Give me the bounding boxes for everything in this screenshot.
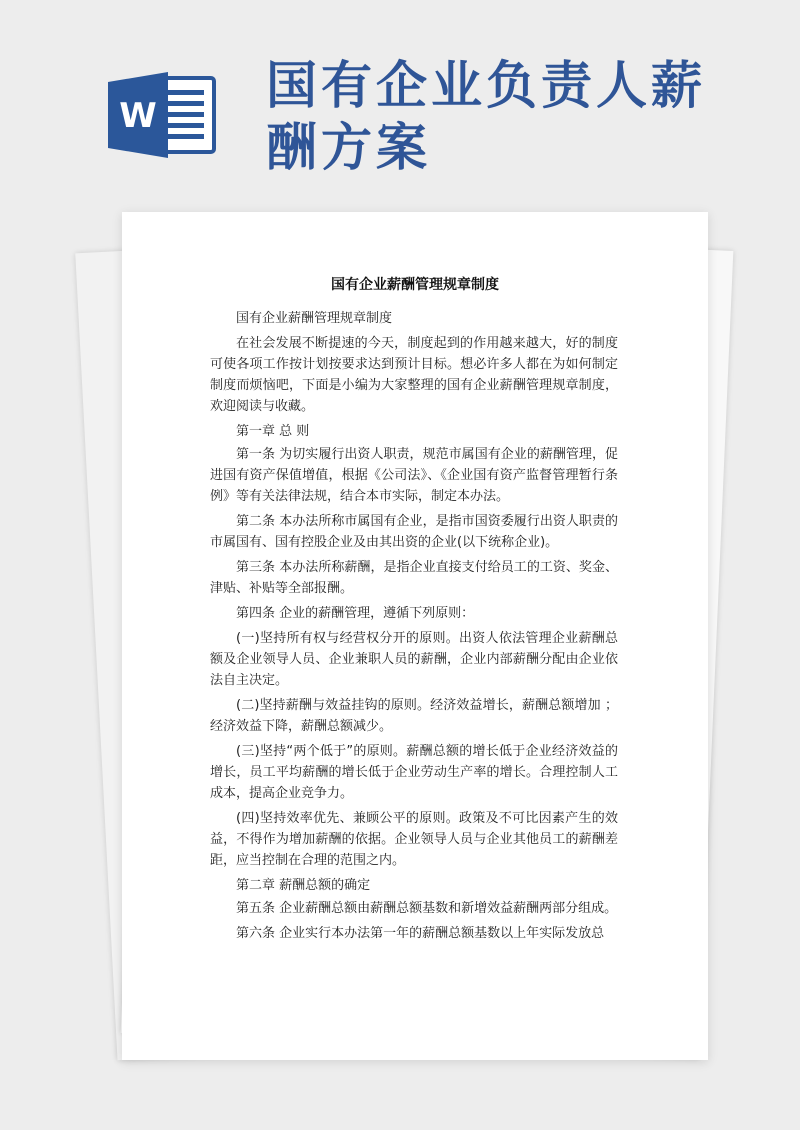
chapter-heading: 第二章 薪酬总额的确定: [236, 878, 371, 893]
document-paragraph: 在社会发展不断提速的今天，制度起到的作用越来越大，好的制度可使各项工作按计划按要求达到预计目标。想必许多人都在为如何制定制度而烦恼吧，下面是小编为大家整理的国有企业薪酬管理规章制度，欢迎阅读与收藏。: [210, 336, 618, 414]
page-title: [266, 56, 766, 180]
chapter-heading: 第一章 总 则: [236, 424, 310, 439]
document-paragraph: 第六条 企业实行本办法第一年的薪酬总额基数以上年实际发放总: [236, 926, 605, 941]
document-paragraph: (三)坚持“两个低于”的原则。薪酬总额的增长低于企业经济效益的增长，员工平均薪酬的增长低于企业劳动生产率的增长。合理控制人工成本，提高企业竞争力。: [210, 744, 618, 801]
document-paragraph: (四)坚持效率优先、兼顾公平的原则。政策及不可比因素产生的效益，不得作为增加薪酬的依据。企业领导人员与企业其他员工的薪酬差距，应当控制在合理的范围之内。: [210, 811, 618, 868]
document-paragraph: 国有企业薪酬管理规章制度: [236, 311, 393, 326]
document-title: 国有企业薪酬管理规章制度: [331, 277, 499, 293]
document-paragraph: 第一条 为切实履行出资人职责，规范市属国有企业的薪酬管理，促进国有资产保值增值，根据《公司法》、《企业国有资产监督管理暂行条例》等有关法律法规，结合本市实际，制定本办法。: [210, 447, 618, 504]
document-paragraph: 第四条 企业的薪酬管理，遵循下列原则：: [236, 606, 475, 621]
logo-letter: W: [119, 96, 157, 136]
document-paragraph: (一)坚持所有权与经营权分开的原则。出资人依法管理企业薪酬总额及企业领导人员、企业兼职人员的薪酬，企业内部薪酬分配由企业依法自主决定。: [210, 631, 618, 688]
page-title-line-2: 酬方案: [266, 119, 432, 178]
document-page: [122, 212, 708, 1060]
document-paragraph: 第五条 企业薪酬总额由薪酬总额基数和新增效益薪酬两部分组成。: [236, 901, 618, 916]
document-paragraph: 第二条 本办法所称市属国有企业，是指市国资委履行出资人职责的市属国有、国有控股企业及由其出资的企业(以下统称企业)。: [210, 514, 618, 550]
document-paragraph: 第三条 本办法所称薪酬，是指企业直接支付给员工的工资、奖金、津贴、补贴等全部报酬。: [210, 560, 618, 596]
page-title-line-1: 国有企业负责人薪: [266, 57, 707, 116]
word-document-icon: [108, 72, 218, 158]
document-body: [210, 308, 618, 948]
document-paragraph: (二)坚持薪酬与效益挂钩的原则。经济效益增长，薪酬总额增加 ；经济效益下降，薪酬总额减少。: [210, 698, 618, 734]
